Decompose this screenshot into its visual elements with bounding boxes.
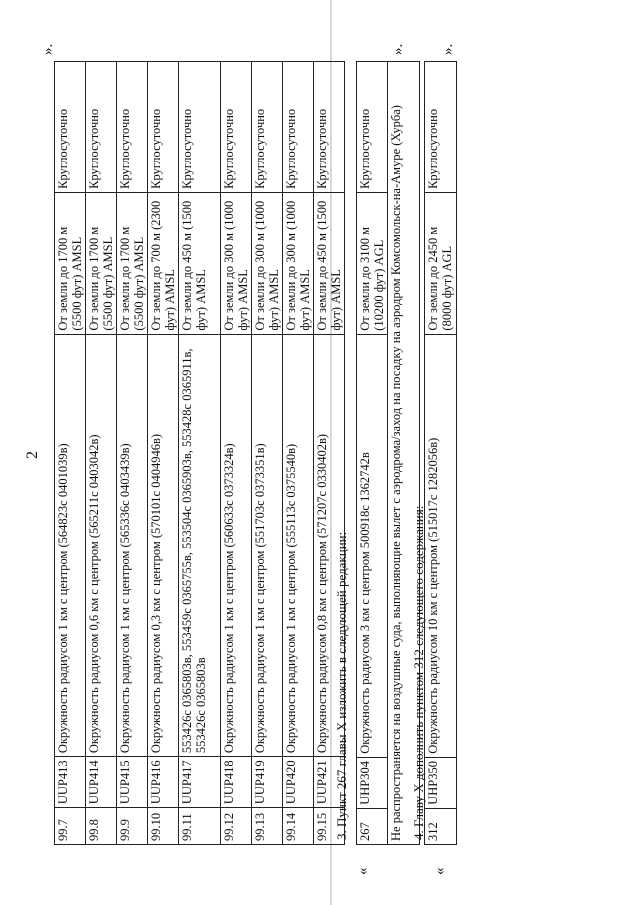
table-row (425, 62, 457, 845)
zone-height: От земли до 700 м (2300 фут) AMSL (148, 192, 179, 334)
zone-time: Круглосуточно (117, 62, 148, 193)
zone-height: От земли до 300 м (1000 фут) AMSL (221, 192, 252, 334)
zone-height: От земли до 3100 м (10200 фут) AGL (357, 192, 388, 334)
zone-height: От земли до 1700 м (5500 фут) AMSL (117, 192, 148, 334)
zone-time: Круглосуточно (55, 62, 86, 193)
zone-time: Круглосуточно (86, 62, 117, 193)
zone-time: Круглосуточно (221, 62, 252, 193)
zone-time: Круглосуточно (425, 62, 457, 193)
row-number: 267 (357, 808, 388, 844)
item-312-table (424, 61, 457, 845)
restricted-zones-table (54, 61, 345, 845)
item4-heading: 4. Главу X дополнить пунктом 312 следующего содержания: (411, 505, 426, 840)
close-quote-3: ». (440, 43, 456, 55)
zone-time: Круглосуточно (283, 62, 314, 193)
zone-description: Окружность радиусом 0,6 км с центром (565211с 0403042в) (86, 334, 117, 757)
table-row (283, 62, 314, 845)
zone-description: Окружность радиусом 0,3 км с центром (570101с 0404946в) (148, 334, 179, 757)
item3-heading: 3. Пункт 267 главы X изложить в следующей редакции: (334, 531, 349, 840)
table-row (221, 62, 252, 845)
zone-description: Окружность радиусом 1 км с центром (565336с 0403439в) (117, 334, 148, 757)
zone-time: Круглосуточно (148, 62, 179, 193)
zone-code: UUP417 (179, 757, 221, 808)
zone-code: UUP421 (314, 757, 345, 808)
zone-height: От земли до 450 м (1500 фут) AMSL (179, 192, 221, 334)
zone-code: UHP350 (425, 757, 457, 808)
zone-height: От земли до 2450 м (8000 фут) AGL (425, 192, 457, 334)
row-number: 99.10 (148, 808, 179, 845)
table-row (357, 62, 388, 845)
zone-time: Круглосуточно (179, 62, 221, 193)
table-row (148, 62, 179, 845)
table-row (55, 62, 86, 845)
zone-description: Окружность радиусом 10 км с центром (515017с 1282056в) (425, 334, 457, 757)
table-row (179, 62, 221, 845)
zone-height: От земли до 450 м (1500 фут) AMSL (314, 192, 345, 334)
zone-code: UUP418 (221, 757, 252, 808)
open-quote-2: « (355, 867, 371, 875)
row-number: 99.13 (252, 808, 283, 845)
zone-code: UHP304 (357, 757, 388, 808)
zone-time: Круглосуточно (314, 62, 345, 193)
row-number: 99.14 (283, 808, 314, 845)
zone-description: 553426с 0365803в, 553459с 0365755в, 553504с 0365903в, 553428с 0365911в, 553426с 0365803в (179, 334, 221, 757)
zone-height: От земли до 300 м (1000 фут) AMSL (252, 192, 283, 334)
zone-height: От земли до 300 м (1000 фут) AMSL (283, 192, 314, 334)
table-row (252, 62, 283, 845)
zone-height: От земли до 1700 м (5500 фут) AMSL (86, 192, 117, 334)
zone-time: Круглосуточно (252, 62, 283, 193)
zone-description: Окружность радиусом 3 км с центром 500918с 1362742в (357, 334, 388, 757)
table-row (86, 62, 117, 845)
zone-code: UUP419 (252, 757, 283, 808)
open-quote-3: « (432, 867, 448, 875)
row-number: 312 (425, 808, 457, 844)
zone-description: Окружность радиусом 1 км с центром (564823с 0401039в) (55, 334, 86, 757)
row-number: 99.15 (314, 808, 345, 845)
row-number: 99.11 (179, 808, 221, 845)
close-quote-2: ». (390, 43, 406, 55)
zone-code: UUP416 (148, 757, 179, 808)
page-number: 2 (24, 451, 41, 459)
zone-description: Окружность радиусом 1 км с центром (551703с 0373351в) (252, 334, 283, 757)
zone-code: UUP415 (117, 757, 148, 808)
row-number: 99.8 (86, 808, 117, 845)
table-note: Не распространяется на воздушные суда, выполняющие вылет с аэродрома/заход на посадку на аэродром Комсомольск-на-Амуре (Хурба) (388, 62, 420, 845)
zone-code: UUP413 (55, 757, 86, 808)
table-row (117, 62, 148, 845)
zone-description: Окружность радиусом 0,8 км с центром (571207с 0330402в) (314, 334, 345, 757)
zone-description: Окружность радиусом 1 км с центром (560633с 0373324в) (221, 334, 252, 757)
row-number: 99.9 (117, 808, 148, 845)
zone-code: UUP420 (283, 757, 314, 808)
zone-height: От земли до 1700 м (5500 фут) AMSL (55, 192, 86, 334)
zone-time: Круглосуточно (357, 62, 388, 193)
close-quote-1: ». (40, 43, 56, 55)
row-number: 99.12 (221, 808, 252, 845)
row-number: 99.7 (55, 808, 86, 845)
zone-description: Окружность радиусом 1 км с центром (555113с 0375540в) (283, 334, 314, 757)
zone-code: UUP414 (86, 757, 117, 808)
